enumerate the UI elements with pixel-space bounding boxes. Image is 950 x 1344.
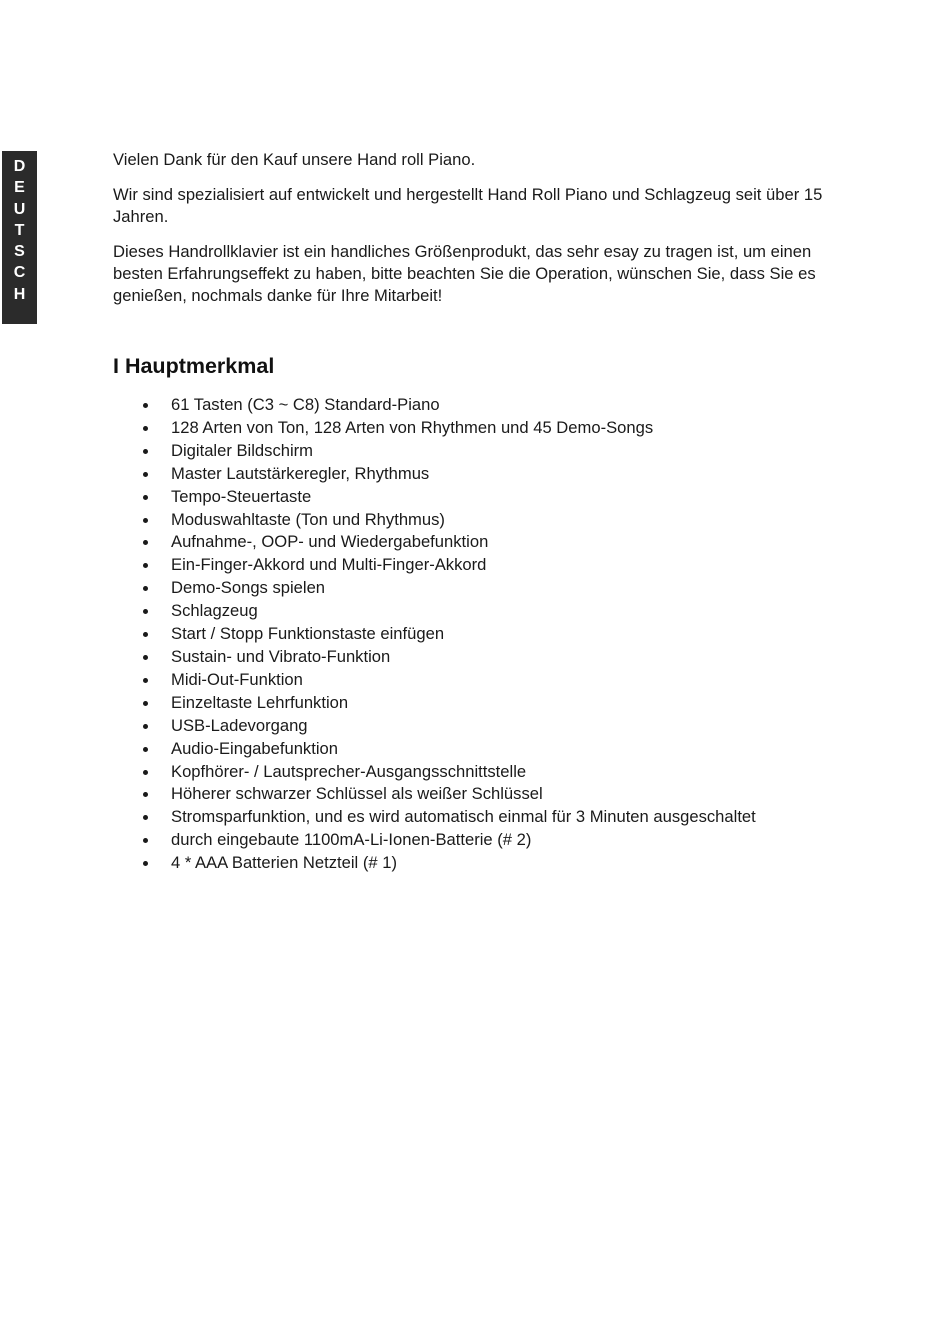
list-item: [140, 554, 760, 577]
list-item-text: Einzeltaste Lehrfunktion: [171, 692, 349, 712]
bullet-icon: [143, 861, 148, 866]
list-item-text: Audio-Eingabefunktion: [171, 738, 338, 758]
list-item: [140, 463, 760, 486]
list-item-text: Moduswahltaste (Ton und Rhythmus): [171, 509, 445, 529]
intro-paragraph-thanks: Vielen Dank für den Kauf unsere Hand roll Piano.: [113, 150, 476, 169]
list-item: [140, 783, 760, 806]
intro-paragraph-experience: Wir sind spezialisiert auf entwickelt und hergestellt Hand Roll Piano und Schlagzeug seit über 15 Jahren.: [113, 185, 823, 226]
language-tab-letter: S: [14, 243, 25, 261]
intro-paragraph-description: Dieses Handrollklavier ist ein handliches Größenprodukt, das sehr esay zu tragen ist, um einen besten Erfahrungseffekt zu haben, bitte beachten Sie die Operation, wünschen Sie, dass Sie es genießen, nochmals danke für Ihre Mitarbeit!: [113, 242, 816, 305]
list-item: [140, 669, 760, 692]
bullet-icon: [143, 586, 148, 591]
language-tab-letter: T: [14, 221, 25, 239]
bullet-icon: [143, 495, 148, 500]
language-tab: [2, 151, 37, 324]
list-item-text: Tempo-Steuertaste: [171, 486, 312, 506]
list-item-text: Demo-Songs spielen: [171, 578, 326, 598]
list-item: [140, 646, 760, 669]
list-item: [140, 600, 760, 623]
bullet-icon: [143, 403, 148, 408]
list-item-text: 128 Arten von Ton, 128 Arten von Rhythmen und 45 Demo-Songs: [171, 417, 654, 437]
feature-list: [140, 394, 760, 875]
list-item: [140, 806, 760, 829]
list-item-text: Kopfhörer- / Lautsprecher-Ausgangsschnittstelle: [171, 761, 527, 781]
list-item-text: Midi-Out-Funktion: [171, 669, 303, 689]
list-item: [140, 577, 760, 600]
bullet-icon: [143, 678, 148, 683]
list-item-text: 61 Tasten (C3 ~ C8) Standard-Piano: [171, 395, 440, 414]
list-item-text: Digitaler Bildschirm: [171, 440, 314, 460]
bullet-icon: [143, 632, 148, 637]
list-item-text: Ein-Finger-Akkord und Multi-Finger-Akkord: [171, 555, 487, 575]
bullet-icon: [143, 518, 148, 523]
list-item: [140, 509, 760, 532]
language-tab-letter: H: [13, 285, 26, 303]
language-tab-letter: U: [13, 200, 26, 218]
list-item: [140, 440, 760, 463]
intro-section: [113, 149, 833, 307]
list-item: [140, 852, 760, 875]
bullet-icon: [143, 426, 148, 431]
bullet-icon: [143, 609, 148, 614]
list-item: [140, 829, 760, 852]
bullet-icon: [143, 563, 148, 568]
list-item: [140, 486, 760, 509]
list-item-text: Master Lautstärkeregler, Rhythmus: [171, 463, 430, 483]
list-item: [140, 531, 760, 554]
list-item-text: Sustain- und Vibrato-Funktion: [171, 646, 391, 666]
list-item: [140, 692, 760, 715]
list-item-text: USB-Ladevorgang: [171, 715, 308, 735]
list-item-text: Aufnahme-, OOP- und Wiedergabefunktion: [171, 532, 489, 552]
list-item: [140, 394, 760, 417]
section-title: I Hauptmerkmal: [113, 354, 275, 378]
list-item: [140, 738, 760, 761]
bullet-icon: [143, 655, 148, 660]
list-item-text: Start / Stopp Funktionstaste einfügen: [171, 624, 445, 644]
bullet-icon: [143, 838, 148, 843]
list-item-text: Stromsparfunktion, und es wird automatisch einmal für 3 Minuten ausgeschaltet: [171, 807, 756, 827]
list-item: [140, 715, 760, 738]
language-tab-letter: D: [13, 158, 26, 175]
bullet-icon: [143, 449, 148, 454]
bullet-icon: [143, 815, 148, 820]
bullet-icon: [143, 770, 148, 775]
list-item-text: 4 * AAA Batterien Netzteil (# 1): [171, 853, 397, 873]
list-item-text: Schlagzeug: [171, 601, 258, 621]
language-tab-letter: C: [13, 264, 26, 282]
list-item-text: durch eingebaute 1100mA-Li-Ionen-Batterie (# 2): [171, 830, 532, 850]
bullet-icon: [143, 792, 148, 797]
bullet-icon: [143, 472, 148, 477]
list-item-text: Höherer schwarzer Schlüssel als weißer Schlüssel: [171, 784, 543, 804]
list-item: [140, 417, 760, 440]
list-item: [140, 761, 760, 784]
bullet-icon: [143, 724, 148, 729]
bullet-icon: [143, 540, 148, 545]
bullet-icon: [143, 701, 148, 706]
language-tab-letter: E: [14, 179, 25, 197]
bullet-icon: [143, 747, 148, 752]
list-item: [140, 623, 760, 646]
